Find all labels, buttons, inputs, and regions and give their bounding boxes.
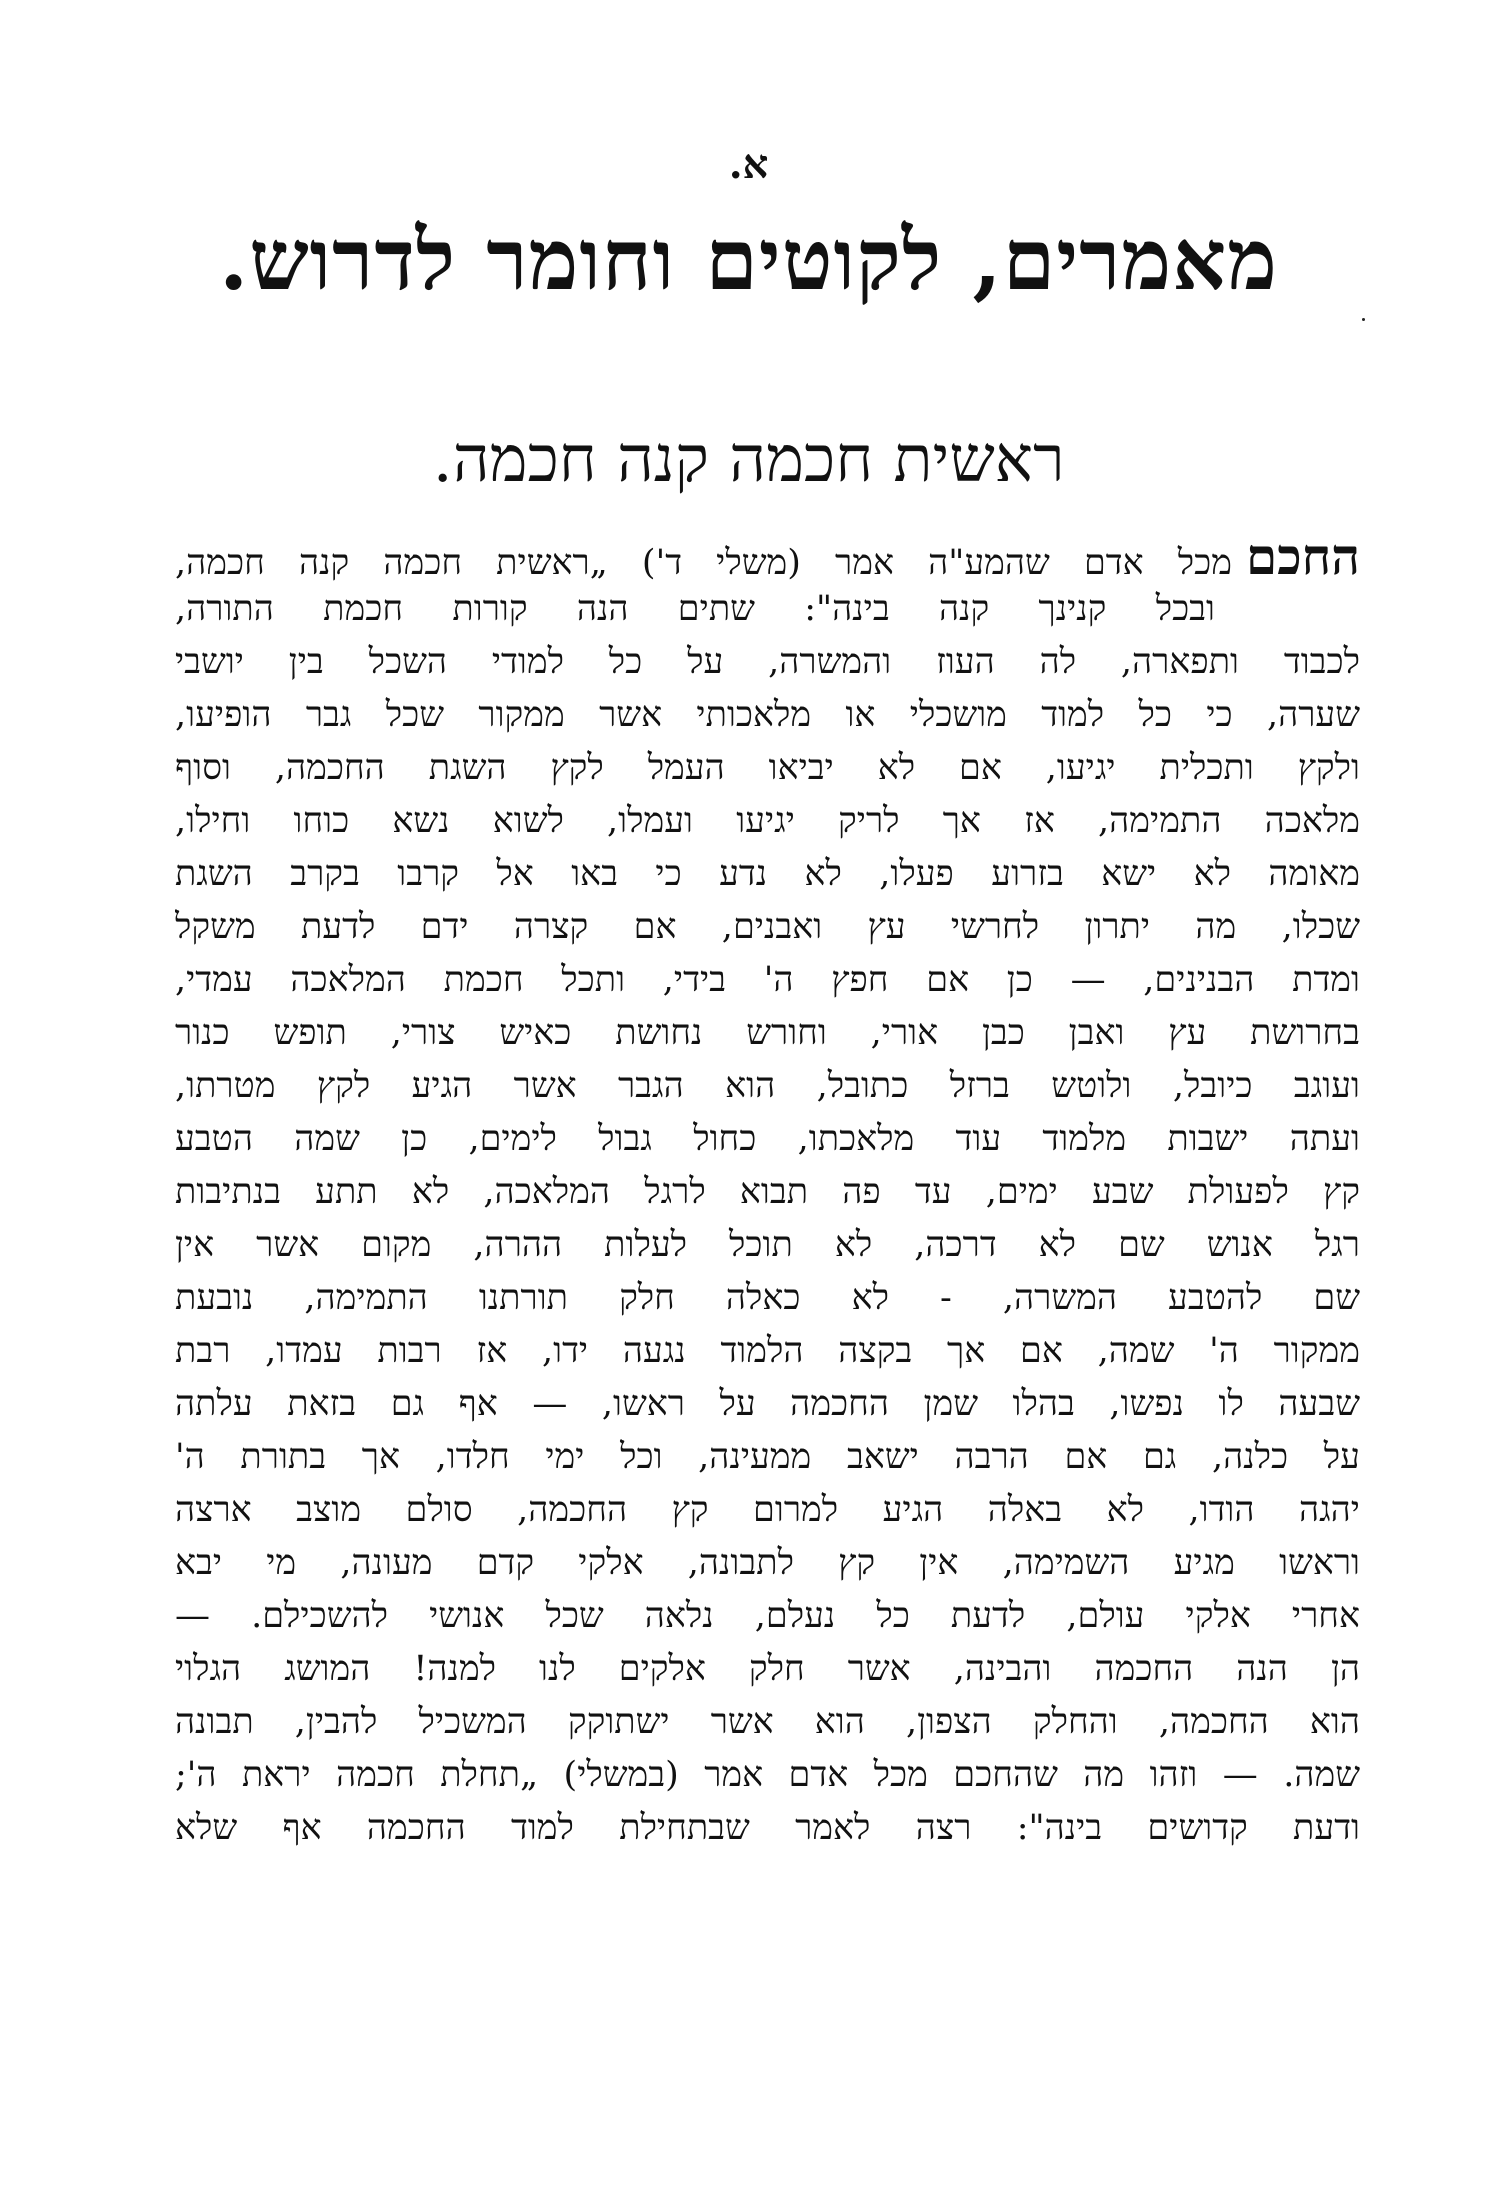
text-line: ועתה ישבות מלמוד עוד מלאכתו, כחול גבול לימים, כן שמה הטבע [175, 1119, 1360, 1159]
text-line: ממקור ה' שמה, אם אך בקצה הלמוד נגעה ידו, אז רבות עמדו, רבת [175, 1331, 1360, 1371]
text-line: שכלו, מה יתרון לחרשי עץ ואבנים, אם קצרה ידם לדעת משקל [175, 907, 1360, 947]
text-line: לכבוד ותפארה, לה העוז והמשרה, על כל למודי השכל בין יושבי [175, 642, 1360, 682]
text-line-content: מכל אדם שהמע"ה אמר (משלי ד') „ראשית חכמה קנה חכמה, [175, 543, 1232, 583]
section-number: א. [728, 141, 769, 188]
text-line: הוא החכמה, והחלק הצפון, הוא אשר ישתוקק המשכיל להבין, תבונה [175, 1702, 1360, 1742]
text-line: קץ לפעולת שבע ימים, עד פה תבוא לרגל המלאכה, לא תתע בנתיבות [175, 1172, 1360, 1212]
text-line: בחרושת עץ ואבן כבן אורי, וחורש נחושת כאיש צורי, תופש כנור [175, 1013, 1360, 1053]
text-line: מאומה לא ישא בזרוע פעלו, לא נדע כי באו אל קרבו בקרב השגת [175, 854, 1360, 894]
text-line: הן הנה החכמה והבינה, אשר חלק אלקים לנו למנה! המושג הגלוי [175, 1649, 1360, 1689]
text-line: שבעה לו נפשו, בהלו שמן החכמה על ראשו, — אף גם בזאת עלתה [175, 1384, 1360, 1424]
print-speck [1362, 318, 1365, 321]
text-line: מלאכה התמימה, אז אך לריק יגיעו ועמלו, לשוא נשא כוחו וחילו, [175, 801, 1360, 841]
text-line: שם להטבע המשרה, - לא כאלה חלק תורתנו התמימה, נובעת [175, 1278, 1360, 1318]
body-text [175, 530, 1360, 1855]
text-line: וראשו מגיע השמימה, אין קץ לתבונה, אלקי קדם מעונה, מי יבא [175, 1543, 1360, 1583]
text-line: יהגה הודו, לא באלה הגיע למרום קץ החכמה, סולם מוצב ארצה [175, 1490, 1360, 1530]
text-line: ועוגב כיובל, ולוטש ברזל כתובל, הוא הגבר אשר הגיע לקץ מטרתו, [175, 1066, 1360, 1106]
text-line: שערה, כי כל למוד מושכלי או מלאכותי אשר ממקור שכל גבר הופיעו, [175, 695, 1360, 735]
text-line: ומדת הבנינים, — כן אם חפץ ה' בידי, ותכל חכמת המלאכה עמדי, [175, 960, 1360, 1000]
text-line: ודעת קדושים בינה": רצה לאמר שבתחילת למוד החכמה אף שלא [175, 1808, 1360, 1848]
text-line: על כלנה, גם אם הרבה ישאב ממעינה, וכל ימי חלדו, אך בתורת ה' [175, 1437, 1360, 1477]
section-title: ראשית חכמה קנה חכמה. [432, 423, 1065, 497]
text-line: ולקץ ותכלית יגיעו, אם לא יביאו העמל לקץ השגת החכמה, וסוף [175, 748, 1360, 788]
text-line: שמה. — וזהו מה שהחכם מכל אדם אמר (במשלי) „תחלת חכמה יראת ה'; [175, 1755, 1360, 1795]
opening-word: החכם [1246, 530, 1360, 583]
chapter-title: מאמרים, לקוטים וחומר לדרוש. [218, 210, 1279, 309]
text-line: ובכל קנינך קנה בינה": שתים הנה קורות חכמת התורה, [175, 589, 1215, 629]
text-line [175, 530, 1360, 583]
text-line: רגל אנוש שם לא דרכה, לא תוכל לעלות ההרה, מקום אשר אין [175, 1225, 1360, 1265]
text-line: אחרי אלקי עולם, לדעת כל נעלם, נלאה שכל אנושי להשכילם. — [175, 1596, 1360, 1636]
